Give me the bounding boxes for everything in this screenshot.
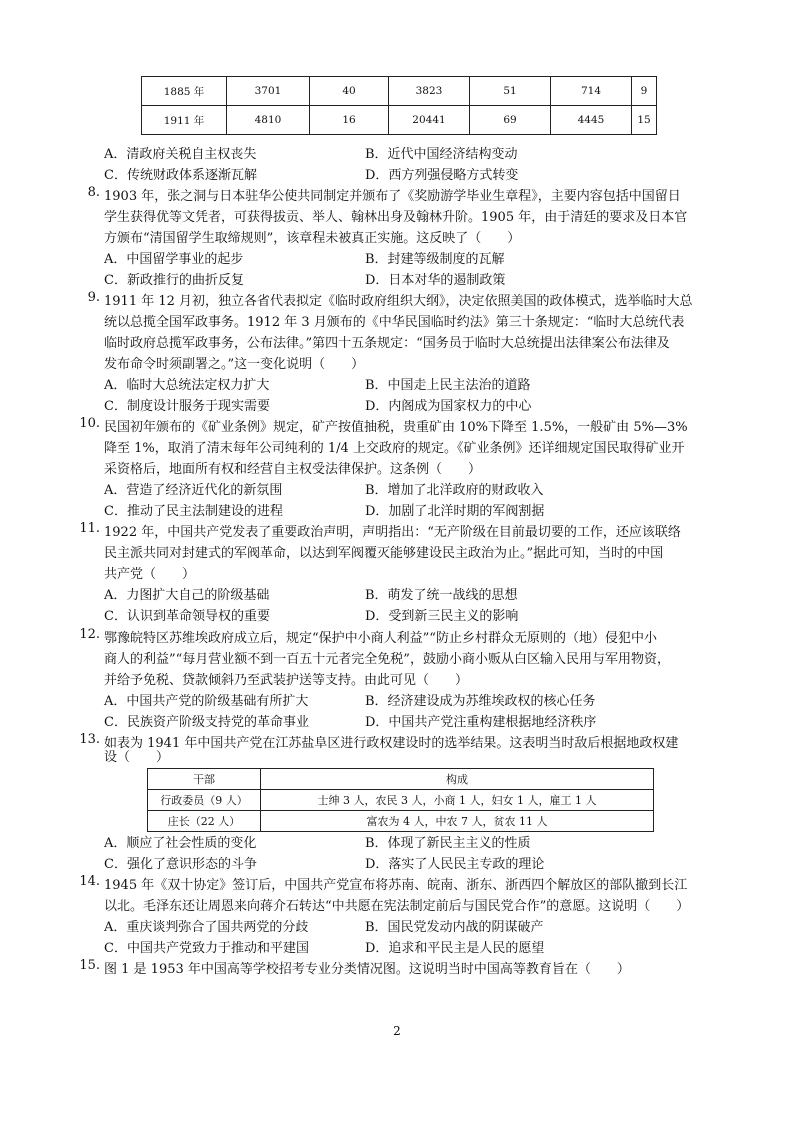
table-cell: 15 [632, 106, 657, 135]
q12-option-a: A．中国共产党的阶级基础有所扩大 [104, 694, 309, 709]
table-cell: 庄长（22 人） [148, 811, 261, 832]
table-cell: 51 [470, 77, 551, 106]
question-text: 民主派共同对封建式的军阀革命，以达到军阀覆灭能够建设民主政治为止。”据此可知，当时的中国 [104, 546, 664, 561]
table-row [142, 77, 657, 106]
question-number: 9. [87, 290, 100, 305]
question-number: 10. [79, 416, 100, 431]
question-text: 如表为 1941 年中国共产党在江苏盐阜区进行政权建设时的选举结果。这表明当时敌后根据地政权建 [104, 736, 679, 751]
question-number: 14. [79, 874, 100, 889]
table-header: 构成 [261, 769, 654, 790]
question-number: 12. [79, 627, 100, 642]
q13-option-a: A．顺应了社会性质的变化 [104, 836, 257, 851]
table-cell: 714 [551, 77, 632, 106]
question-text: 设（ ） [104, 750, 170, 765]
table-cell: 69 [470, 106, 551, 135]
table-cell: 士绅 3 人，农民 3 人，小商 1 人，妇女 1 人，雇工 1 人 [261, 790, 654, 811]
q9-option-d: D．内阁成为国家权力的中心 [365, 399, 532, 414]
q14-option-a: A．重庆谈判弥合了国共两党的分歧 [104, 920, 309, 935]
q12-option-b: B．经济建设成为苏维埃政权的核心任务 [365, 694, 596, 709]
question-text: 鄂豫皖特区苏维埃政府成立后，规定“保护中小商人利益”“防止乡村群众无原则的（地）侵犯中小 [104, 631, 657, 646]
q7-option-c: C．传统财政体系逐渐瓦解 [104, 168, 257, 183]
q13-option-d: D．落实了人民民主专政的理论 [365, 857, 545, 872]
table-cell: 16 [310, 106, 389, 135]
question-text: 统以总揽全国军政事务。1912 年 3 月颁布的《中华民国临时约法》第三十条规定：“临时大总统代表 [104, 315, 685, 330]
question-text: 方颁布“清国留学生取缔规则”，该章程未被真正实施。这反映了（ ） [104, 231, 521, 246]
q11-option-b: B．萌发了统一战线的思想 [365, 588, 518, 603]
q8-option-d: D．日本对华的遏制政策 [365, 273, 506, 288]
question-text: 1903 年，张之洞与日本驻华公使共同制定并颁布了《奖励游学毕业生章程》，主要内容包括中国留日 [104, 189, 681, 204]
q10-option-d: D．加剧了北洋时期的军阀割据 [365, 504, 545, 519]
question-number: 11. [79, 521, 100, 536]
table-row [142, 106, 657, 135]
table-cell: 富农为 4 人，中农 7 人，贫农 11 人 [261, 811, 654, 832]
q14-option-d: D．追求和平民主是人民的愿望 [365, 941, 545, 956]
table-cell: 1911 年 [142, 106, 227, 135]
q8-option-c: C．新政推行的曲折反复 [104, 273, 244, 288]
question-text: 临时政府总揽军政事务，公布法律。”第四十五条规定：“国务员于临时大总统提出法律案公布法律及 [104, 336, 670, 351]
q7-option-a: A．清政府关税自主权丧失 [104, 147, 257, 162]
question-text: 1945 年《双十协定》签订后，中国共产党宣布将苏南、皖南、浙东、浙西四个解放区的部队撤到长江 [104, 878, 688, 893]
table-row [148, 811, 654, 832]
table-cell: 40 [310, 77, 389, 106]
table-header-row [148, 769, 654, 790]
q7-data-table [141, 76, 657, 135]
q14-option-c: C．中国共产党致力于推动和平建国 [104, 941, 309, 956]
q12-option-d: D．中国共产党注重构建根据地经济秩序 [365, 715, 597, 730]
q10-option-b: B．增加了北洋政府的财政收入 [365, 483, 544, 498]
q11-option-c: C．认识到革命领导权的重要 [104, 609, 270, 624]
q10-option-a: A．营造了经济近代化的新氛围 [104, 483, 283, 498]
table-cell: 20441 [389, 106, 470, 135]
q13-option-b: B．体现了新民主主义的性质 [365, 836, 531, 851]
question-text: 民国初年颁布的《矿业条例》规定，矿产按值抽税，贵重矿由 10%下降至 1.5%，一般矿由 5%—3% [104, 420, 688, 435]
question-text: 降至 1%，取消了清末每年公司纯利的 1/4 上交政府的规定。《矿业条例》还详细规定国民取得矿业开 [104, 441, 685, 456]
q11-option-a: A．力图扩大自己的阶级基础 [104, 588, 270, 603]
q12-option-c: C．民族资产阶级支持党的革命事业 [104, 715, 309, 730]
question-text: 以北。毛泽东还让周恩来向蒋介石转达“中共愿在宪法制定前后与国民党合作”的意愿。这说明（ ） [104, 899, 690, 914]
table-cell: 3823 [389, 77, 470, 106]
question-text: 采资格后，地面所有权和经营自主权受法律保护。这条例（ ） [104, 462, 482, 477]
question-text: 商人的利益”“每月营业额不到一百五十元者完全免税”，鼓励小商小贩从白区输入民用与军用物资， [104, 652, 670, 667]
q9-option-c: C．制度设计服务于现实需要 [104, 399, 270, 414]
q7-option-b: B．近代中国经济结构变动 [365, 147, 518, 162]
question-text: 图 1 是 1953 年中国高等学校招考专业分类情况图。这说明当时中国高等教育旨在（ ） [104, 962, 630, 977]
table-header: 干部 [148, 769, 261, 790]
question-text: 并给予免税、贷款倾斜乃至武装护送等支持。由此可见（ ） [104, 673, 469, 688]
question-text: 1922 年，中国共产党发表了重要政治声明，声明指出：“无产阶级在目前最切要的工作，还应该联络 [104, 525, 681, 540]
table-row [148, 790, 654, 811]
question-text: 共产党（ ） [104, 567, 196, 582]
q13-election-table [147, 768, 654, 832]
q8-option-a: A．中国留学事业的起步 [104, 252, 244, 267]
q9-option-b: B．中国走上民主法治的道路 [365, 378, 531, 393]
table-cell: 4810 [227, 106, 310, 135]
q11-option-d: D．受到新三民主义的影响 [365, 609, 519, 624]
q7-option-d: D．西方列强侵略方式转变 [365, 168, 519, 183]
question-text: 1911 年 12 月初，独立各省代表拟定《临时政府组织大纲》，决定依照美国的政体模式，选举临时大总 [104, 294, 693, 309]
q8-option-b: B．封建等级制度的瓦解 [365, 252, 505, 267]
table-cell: 行政委员（9 人） [148, 790, 261, 811]
q14-option-b: B．国民党发动内战的阴谋破产 [365, 920, 544, 935]
q13-option-c: C．强化了意识形态的斗争 [104, 857, 257, 872]
question-text: 学生获得优等文凭者，可获得拔贡、举人、翰林出身及翰林升阶。1905 年，由于清廷的要求及日本官 [104, 210, 688, 225]
q10-option-c: C．推动了民主法制建设的进程 [104, 504, 283, 519]
table-cell: 3701 [227, 77, 310, 106]
question-number: 15. [79, 958, 100, 973]
page-number: 2 [393, 1024, 401, 1038]
table-cell: 1885 年 [142, 77, 227, 106]
question-number: 8. [87, 185, 100, 200]
q9-option-a: A．临时大总统法定权力扩大 [104, 378, 270, 393]
table-cell: 9 [632, 77, 657, 106]
question-number: 13. [79, 732, 100, 747]
table-cell: 4445 [551, 106, 632, 135]
question-text: 发布命令时须副署之。”这一变化说明（ ） [104, 357, 365, 372]
